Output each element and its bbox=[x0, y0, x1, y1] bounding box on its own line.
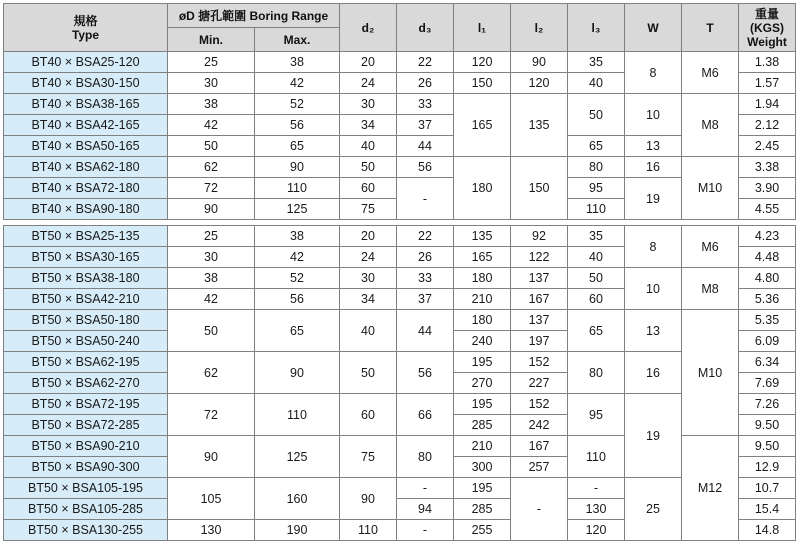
l1-cell: 210 bbox=[454, 436, 511, 457]
weight-cell: 6.34 bbox=[739, 352, 796, 373]
max-cell: 110 bbox=[255, 394, 340, 436]
weight-header-en: Weight bbox=[747, 34, 787, 49]
w-cell: 13 bbox=[625, 136, 682, 157]
type-cell: BT50 × BSA42-210 bbox=[4, 289, 168, 310]
d3-cell: 80 bbox=[397, 436, 454, 478]
l2-cell: 197 bbox=[511, 331, 568, 352]
max-cell: 90 bbox=[255, 352, 340, 394]
l3-header: l₃ bbox=[568, 4, 625, 52]
d3-cell: 37 bbox=[397, 289, 454, 310]
l1-cell: 165 bbox=[454, 94, 511, 157]
d2-cell: 24 bbox=[340, 247, 397, 268]
w-cell: 10 bbox=[625, 94, 682, 136]
type-cell: BT50 × BSA130-255 bbox=[4, 520, 168, 541]
weight-cell: 4.48 bbox=[739, 247, 796, 268]
max-cell: 56 bbox=[255, 289, 340, 310]
d2-cell: 75 bbox=[340, 436, 397, 478]
min-cell: 72 bbox=[168, 394, 255, 436]
t-cell: M12 bbox=[682, 436, 739, 541]
table-row bbox=[4, 178, 796, 199]
d3-cell: - bbox=[397, 178, 454, 220]
l2-cell: 167 bbox=[511, 289, 568, 310]
d2-cell: 34 bbox=[340, 115, 397, 136]
weight-cell: 9.50 bbox=[739, 436, 796, 457]
max-cell: 65 bbox=[255, 310, 340, 352]
d2-cell: 90 bbox=[340, 478, 397, 520]
w-cell: 16 bbox=[625, 352, 682, 394]
type-cell: BT50 × BSA50-240 bbox=[4, 331, 168, 352]
d2-cell: 20 bbox=[340, 52, 397, 73]
d2-cell: 40 bbox=[340, 136, 397, 157]
d2-cell: 20 bbox=[340, 226, 397, 247]
type-cell: BT50 × BSA90-300 bbox=[4, 457, 168, 478]
d2-cell: 75 bbox=[340, 199, 397, 220]
l1-cell: 180 bbox=[454, 310, 511, 331]
max-header: Max. bbox=[255, 28, 340, 52]
max-cell: 42 bbox=[255, 73, 340, 94]
w-cell: 13 bbox=[625, 310, 682, 352]
weight-cell: 10.7 bbox=[739, 478, 796, 499]
l1-cell: 120 bbox=[454, 52, 511, 73]
l1-cell: 210 bbox=[454, 289, 511, 310]
d3-header: d₃ bbox=[397, 4, 454, 52]
min-header: Min. bbox=[168, 28, 255, 52]
l3-cell: 50 bbox=[568, 94, 625, 136]
l2-cell: 227 bbox=[511, 373, 568, 394]
t-cell: M10 bbox=[682, 157, 739, 220]
weight-cell: 4.55 bbox=[739, 199, 796, 220]
d3-cell: - bbox=[397, 478, 454, 499]
type-header-cn: 規格 bbox=[73, 13, 98, 28]
type-cell: BT50 × BSA30-165 bbox=[4, 247, 168, 268]
min-cell: 72 bbox=[168, 178, 255, 199]
l1-cell: 195 bbox=[454, 478, 511, 499]
d3-cell: - bbox=[397, 520, 454, 541]
d2-cell: 24 bbox=[340, 73, 397, 94]
l1-cell: 180 bbox=[454, 268, 511, 289]
d2-cell: 110 bbox=[340, 520, 397, 541]
table-row bbox=[4, 268, 796, 289]
l3-cell: 110 bbox=[568, 199, 625, 220]
l2-cell: 137 bbox=[511, 310, 568, 331]
l2-cell: 120 bbox=[511, 73, 568, 94]
max-cell: 65 bbox=[255, 136, 340, 157]
w-cell: 16 bbox=[625, 157, 682, 178]
min-cell: 25 bbox=[168, 52, 255, 73]
l3-cell: 65 bbox=[568, 310, 625, 352]
l1-cell: 240 bbox=[454, 331, 511, 352]
l2-cell: 257 bbox=[511, 457, 568, 478]
w-cell: 10 bbox=[625, 268, 682, 310]
type-cell: BT50 × BSA90-210 bbox=[4, 436, 168, 457]
type-cell: BT50 × BSA50-180 bbox=[4, 310, 168, 331]
max-cell: 125 bbox=[255, 436, 340, 478]
l2-cell: 135 bbox=[511, 94, 568, 157]
l3-cell: 110 bbox=[568, 436, 625, 478]
max-cell: 190 bbox=[255, 520, 340, 541]
spec-table bbox=[3, 3, 796, 541]
w-header: W bbox=[625, 4, 682, 52]
l2-cell: 242 bbox=[511, 415, 568, 436]
type-cell: BT40 × BSA38-165 bbox=[4, 94, 168, 115]
type-cell: BT40 × BSA50-165 bbox=[4, 136, 168, 157]
d2-cell: 30 bbox=[340, 94, 397, 115]
weight-cell: 6.09 bbox=[739, 331, 796, 352]
table-row bbox=[4, 226, 796, 247]
min-cell: 38 bbox=[168, 94, 255, 115]
l1-cell: 195 bbox=[454, 352, 511, 373]
max-cell: 160 bbox=[255, 478, 340, 520]
l3-cell: 35 bbox=[568, 52, 625, 73]
l1-cell: 135 bbox=[454, 226, 511, 247]
min-cell: 25 bbox=[168, 226, 255, 247]
l3-cell: 35 bbox=[568, 226, 625, 247]
weight-cell: 3.38 bbox=[739, 157, 796, 178]
type-cell: BT50 × BSA25-135 bbox=[4, 226, 168, 247]
weight-cell: 4.23 bbox=[739, 226, 796, 247]
weight-cell: 9.50 bbox=[739, 415, 796, 436]
min-cell: 130 bbox=[168, 520, 255, 541]
table-row bbox=[4, 52, 796, 73]
weight-cell: 5.36 bbox=[739, 289, 796, 310]
boring-range-header: øD 搪孔範圍 Boring Range bbox=[168, 4, 340, 28]
min-cell: 50 bbox=[168, 136, 255, 157]
d2-cell: 40 bbox=[340, 310, 397, 352]
l3-cell: 95 bbox=[568, 394, 625, 436]
d2-cell: 34 bbox=[340, 289, 397, 310]
d3-cell: 26 bbox=[397, 247, 454, 268]
l2-cell: - bbox=[511, 478, 568, 541]
weight-cell: 14.8 bbox=[739, 520, 796, 541]
w-cell: 8 bbox=[625, 52, 682, 94]
weight-header bbox=[739, 4, 796, 52]
l2-cell: 92 bbox=[511, 226, 568, 247]
min-cell: 90 bbox=[168, 199, 255, 220]
max-cell: 125 bbox=[255, 199, 340, 220]
weight-cell: 7.26 bbox=[739, 394, 796, 415]
max-cell: 90 bbox=[255, 157, 340, 178]
table-row bbox=[4, 352, 796, 373]
l2-cell: 167 bbox=[511, 436, 568, 457]
d3-cell: 22 bbox=[397, 226, 454, 247]
d3-cell: 56 bbox=[397, 352, 454, 394]
min-cell: 42 bbox=[168, 115, 255, 136]
max-cell: 38 bbox=[255, 226, 340, 247]
l1-cell: 285 bbox=[454, 499, 511, 520]
l1-header: l₁ bbox=[454, 4, 511, 52]
type-cell: BT50 × BSA62-195 bbox=[4, 352, 168, 373]
w-cell: 19 bbox=[625, 178, 682, 220]
table-row bbox=[4, 94, 796, 115]
type-cell: BT50 × BSA105-285 bbox=[4, 499, 168, 520]
l3-cell: 80 bbox=[568, 157, 625, 178]
w-cell: 19 bbox=[625, 394, 682, 478]
type-cell: BT50 × BSA62-270 bbox=[4, 373, 168, 394]
max-cell: 52 bbox=[255, 94, 340, 115]
d2-cell: 50 bbox=[340, 157, 397, 178]
table-row bbox=[4, 157, 796, 178]
weight-cell: 2.12 bbox=[739, 115, 796, 136]
l3-cell: 40 bbox=[568, 247, 625, 268]
weight-header-cn: 重量 bbox=[754, 6, 779, 21]
l3-cell: 60 bbox=[568, 289, 625, 310]
max-cell: 110 bbox=[255, 178, 340, 199]
min-cell: 62 bbox=[168, 352, 255, 394]
weight-cell: 5.35 bbox=[739, 310, 796, 331]
l3-cell: 40 bbox=[568, 73, 625, 94]
min-cell: 90 bbox=[168, 436, 255, 478]
t-cell: M6 bbox=[682, 52, 739, 94]
weight-cell: 1.57 bbox=[739, 73, 796, 94]
t-header: T bbox=[682, 4, 739, 52]
type-cell: BT40 × BSA42-165 bbox=[4, 115, 168, 136]
type-header bbox=[4, 4, 168, 52]
t-cell: M10 bbox=[682, 310, 739, 436]
l2-header: l₂ bbox=[511, 4, 568, 52]
table-row bbox=[4, 310, 796, 331]
l1-cell: 180 bbox=[454, 157, 511, 220]
max-cell: 38 bbox=[255, 52, 340, 73]
type-cell: BT50 × BSA105-195 bbox=[4, 478, 168, 499]
type-cell: BT50 × BSA72-195 bbox=[4, 394, 168, 415]
d3-cell: 66 bbox=[397, 394, 454, 436]
min-cell: 105 bbox=[168, 478, 255, 520]
d2-cell: 50 bbox=[340, 352, 397, 394]
t-cell: M8 bbox=[682, 94, 739, 157]
l1-cell: 285 bbox=[454, 415, 511, 436]
type-cell: BT40 × BSA30-150 bbox=[4, 73, 168, 94]
d3-cell: 56 bbox=[397, 157, 454, 178]
d3-cell: 33 bbox=[397, 94, 454, 115]
weight-cell: 4.80 bbox=[739, 268, 796, 289]
table-row bbox=[4, 394, 796, 415]
type-cell: BT50 × BSA38-180 bbox=[4, 268, 168, 289]
type-header-en: Type bbox=[71, 27, 100, 42]
min-cell: 30 bbox=[168, 247, 255, 268]
d3-cell: 94 bbox=[397, 499, 454, 520]
d2-cell: 60 bbox=[340, 394, 397, 436]
t-cell: M6 bbox=[682, 226, 739, 268]
d3-cell: 37 bbox=[397, 115, 454, 136]
l3-cell: 130 bbox=[568, 499, 625, 520]
table-row bbox=[4, 478, 796, 499]
type-cell: BT40 × BSA25-120 bbox=[4, 52, 168, 73]
d3-cell: 44 bbox=[397, 136, 454, 157]
l2-cell: 122 bbox=[511, 247, 568, 268]
d3-cell: 44 bbox=[397, 310, 454, 352]
l1-cell: 300 bbox=[454, 457, 511, 478]
min-cell: 30 bbox=[168, 73, 255, 94]
l2-cell: 152 bbox=[511, 352, 568, 373]
d2-cell: 60 bbox=[340, 178, 397, 199]
weight-cell: 1.38 bbox=[739, 52, 796, 73]
type-cell: BT40 × BSA62-180 bbox=[4, 157, 168, 178]
weight-cell: 12.9 bbox=[739, 457, 796, 478]
l1-cell: 150 bbox=[454, 73, 511, 94]
t-cell: M8 bbox=[682, 268, 739, 310]
l3-cell: 80 bbox=[568, 352, 625, 394]
l2-cell: 150 bbox=[511, 157, 568, 220]
min-cell: 62 bbox=[168, 157, 255, 178]
weight-cell: 2.45 bbox=[739, 136, 796, 157]
d3-cell: 33 bbox=[397, 268, 454, 289]
weight-cell: 7.69 bbox=[739, 373, 796, 394]
l1-cell: 255 bbox=[454, 520, 511, 541]
min-cell: 50 bbox=[168, 310, 255, 352]
weight-header-unit: (KGS) bbox=[750, 20, 784, 35]
l1-cell: 195 bbox=[454, 394, 511, 415]
l1-cell: 270 bbox=[454, 373, 511, 394]
max-cell: 52 bbox=[255, 268, 340, 289]
d2-cell: 30 bbox=[340, 268, 397, 289]
l3-cell: - bbox=[568, 478, 625, 499]
w-cell: 25 bbox=[625, 478, 682, 541]
l1-cell: 165 bbox=[454, 247, 511, 268]
min-cell: 38 bbox=[168, 268, 255, 289]
max-cell: 42 bbox=[255, 247, 340, 268]
weight-cell: 15.4 bbox=[739, 499, 796, 520]
l3-cell: 95 bbox=[568, 178, 625, 199]
l2-cell: 152 bbox=[511, 394, 568, 415]
l3-cell: 65 bbox=[568, 136, 625, 157]
type-cell: BT40 × BSA72-180 bbox=[4, 178, 168, 199]
type-cell: BT50 × BSA72-285 bbox=[4, 415, 168, 436]
weight-cell: 3.90 bbox=[739, 178, 796, 199]
weight-cell: 1.94 bbox=[739, 94, 796, 115]
table-row bbox=[4, 136, 796, 157]
l2-cell: 90 bbox=[511, 52, 568, 73]
d3-cell: 26 bbox=[397, 73, 454, 94]
type-cell: BT40 × BSA90-180 bbox=[4, 199, 168, 220]
d3-cell: 22 bbox=[397, 52, 454, 73]
l3-cell: 50 bbox=[568, 268, 625, 289]
w-cell: 8 bbox=[625, 226, 682, 268]
l3-cell: 120 bbox=[568, 520, 625, 541]
d2-header: d₂ bbox=[340, 4, 397, 52]
l2-cell: 137 bbox=[511, 268, 568, 289]
max-cell: 56 bbox=[255, 115, 340, 136]
min-cell: 42 bbox=[168, 289, 255, 310]
